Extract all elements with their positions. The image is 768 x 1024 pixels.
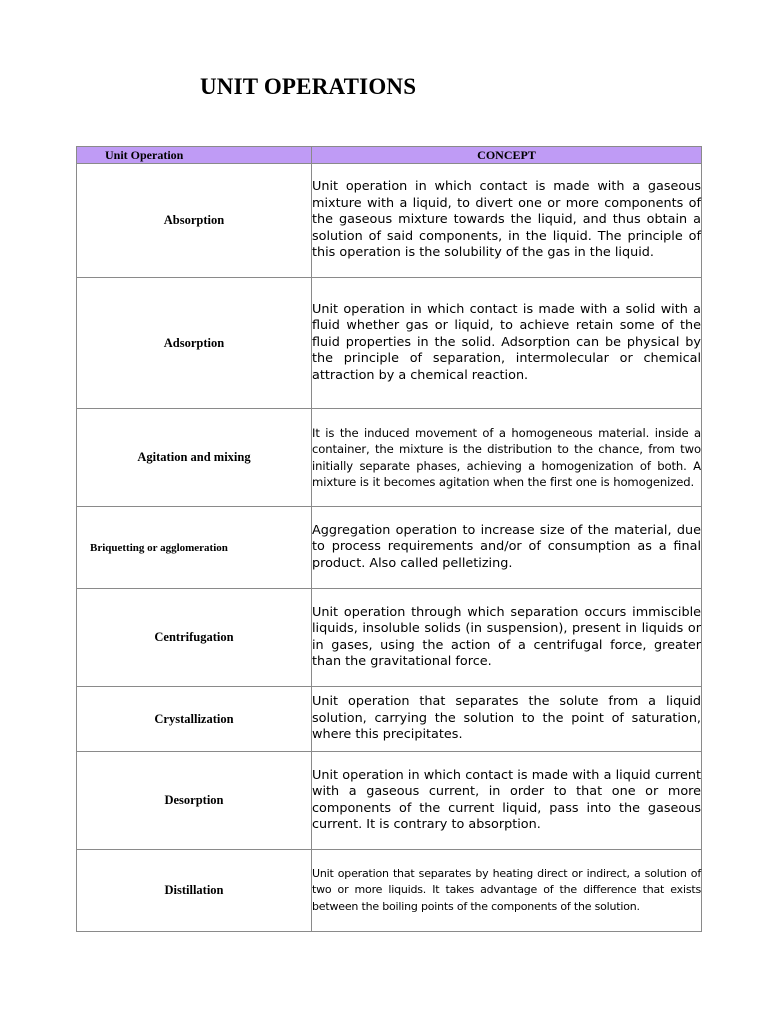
table-row [77, 409, 702, 507]
table-row [77, 164, 702, 278]
operation-concept: Aggregation operation to increase size of the material, due to process requirements and/or of consumption as a final product. Also called pelletizing. [312, 507, 702, 589]
operation-concept: Unit operation in which contact is made with a gaseous mixture with a liquid, to divert one or more components of the gaseous mixture towards the liquid, and thus obtain a solution of said components, in the liquid. The principle of this operation is the solubility of the gas in the liquid. [312, 164, 702, 278]
operation-concept: Unit operation that separates by heating direct or indirect, a solution of two or more liquids. It takes advantage of the difference that exists between the boiling points of the components of the solution. [312, 850, 702, 932]
table-row [77, 589, 702, 687]
table-row [77, 850, 702, 932]
table-row [77, 507, 702, 589]
table-row [77, 278, 702, 409]
operation-concept: Unit operation through which separation occurs immiscible liquids, insoluble solids (in suspension), present in liquids or in gases, using the action of a centrifugal force, greater than the gravitational force. [312, 589, 702, 687]
operation-concept: Unit operation that separates the solute from a liquid solution, carrying the solution to the point of saturation, where this precipitates. [312, 687, 702, 752]
operation-name: Absorption [77, 164, 312, 278]
unit-operations-table [76, 146, 702, 932]
operation-concept: Unit operation in which contact is made with a solid with a fluid whether gas or liquid, to achieve retain some of the fluid properties in the solid. Adsorption can be physical by the principle of separation, intermolecular or chemical attraction by a chemical reaction. [312, 278, 702, 409]
operation-concept: It is the induced movement of a homogeneous material. inside a container, the mixture is the distribution to the chance, from two initially separate phases, achieving a homogenization of both. A mixture is it becomes agitation when the first one is homogenized. [312, 409, 702, 507]
table-header-row [77, 147, 702, 164]
table-row [77, 752, 702, 850]
table-row [77, 687, 702, 752]
operation-name: Desorption [77, 752, 312, 850]
operation-name: Briquetting or agglomeration [77, 507, 312, 589]
header-concept: CONCEPT [312, 147, 702, 164]
operation-name: Agitation and mixing [77, 409, 312, 507]
operation-name: Centrifugation [77, 589, 312, 687]
operation-name: Distillation [77, 850, 312, 932]
operation-concept: Unit operation in which contact is made with a liquid current with a gaseous current, in order to that one or more components of the current liquid, pass into the gaseous current. It is contrary to absorption. [312, 752, 702, 850]
page-title: UNIT OPERATIONS [200, 74, 417, 99]
operation-name: Crystallization [77, 687, 312, 752]
operation-name: Adsorption [77, 278, 312, 409]
header-unit-operation: Unit Operation [77, 147, 312, 164]
